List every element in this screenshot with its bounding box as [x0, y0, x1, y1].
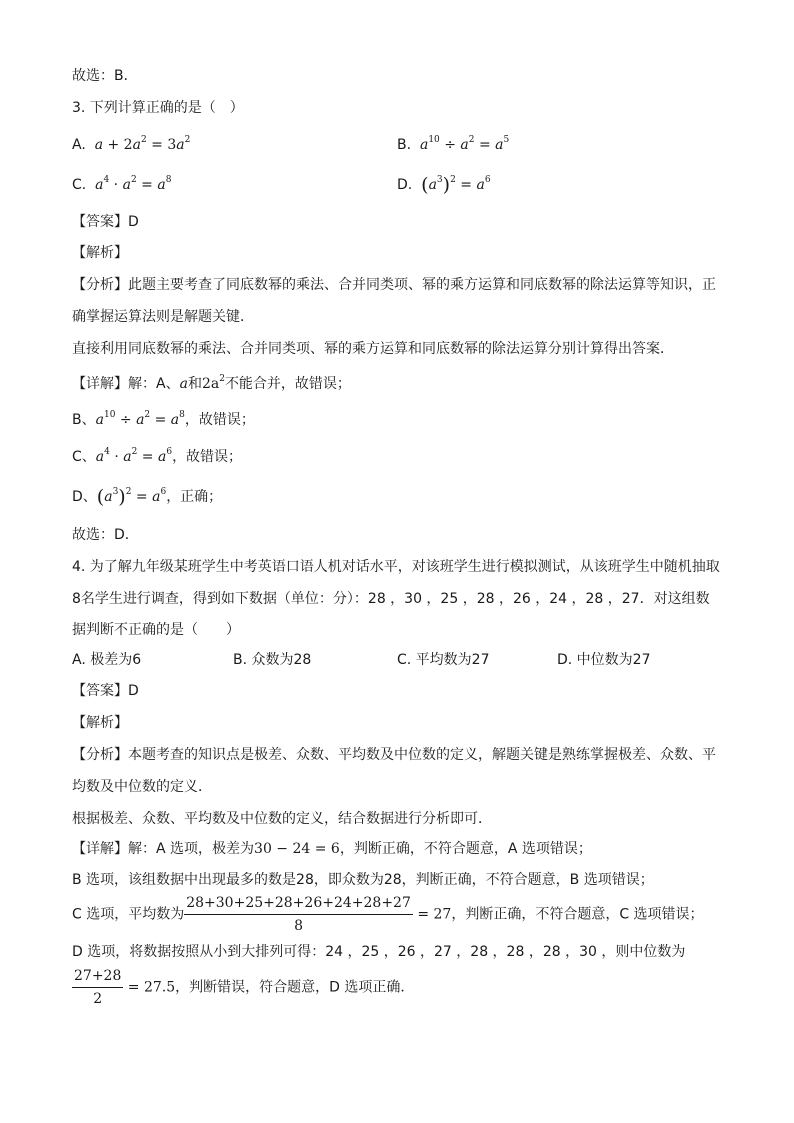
q4-option-b: B. 众数为28	[233, 652, 312, 668]
q4-analysis-heading: 【解析】	[72, 715, 128, 731]
q4-option-a: A. 极差为6	[72, 652, 142, 668]
q4-answer: 【答案】D	[72, 683, 139, 699]
q4-analysis-line-2: 均数及中位数的定义．	[72, 779, 212, 795]
q4-analysis-line-3: 根据极差、众数、平均数及中位数的定义，结合数据进行分析即可．	[72, 811, 492, 827]
q3-detail-b: B、$a^{10} \div a^2 = a^8$，故错误；	[72, 410, 255, 428]
q3-option-b: B. $a^{10} \div a^2 = a^5$	[397, 135, 510, 153]
q4-detail-d-line-1: D 选项，将数据按照从小到大排列可得：24 ，25 ，26 ，27 ，28 ，28 ，28 ，30 ，则中位数为	[72, 944, 686, 960]
q3-option-c: C. $a^4 \cdot a^2 = a^8$	[72, 175, 172, 193]
q3-option-d: D. $(a^3)^2 = a^6$	[397, 174, 491, 196]
q3-answer: 【答案】D	[72, 214, 139, 230]
q4-option-d: D. 中位数为27	[557, 652, 651, 668]
q3-analysis-heading: 【解析】	[72, 245, 128, 261]
q3-analysis-line-3: 直接利用同底数幂的乘法、合并同类项、幂的乘方运算和同底数幂的除法运算分别计算得出答案．	[72, 341, 674, 357]
q2-conclusion: 故选：B．	[72, 68, 138, 84]
q3-detail-a: 【详解】解：A、a和$2a^2$不能合并，故错误；	[72, 374, 351, 392]
q3-stem: 3. 下列计算正确的是（ ）	[72, 100, 244, 116]
mean-fraction: $\frac{28+30+25+28+26+24+28+27}{8}$	[186, 895, 411, 934]
q3-analysis-line-2: 确掌握运算法则是解题关键．	[72, 309, 254, 325]
q4-detail-a: 【详解】解：A 选项，极差为30 − 24 = 6，判断正确，不符合题意，A 选项错误；	[72, 841, 592, 857]
q4-detail-d-line-2: $\frac{27+28}{2}$ = 27.5，判断错误，符合题意，D 选项正确．	[74, 968, 415, 1007]
q4-analysis-line-1: 【分析】本题考查的知识点是极差、众数、平均数及中位数的定义，解题关键是熟练掌握极差、众数、平	[72, 747, 716, 763]
q3-detail-d: D、$(a^3)^2 = a^6$，正确；	[72, 486, 223, 508]
q4-stem-line-1: 4. 为了解九年级某班学生中考英语口语人机对话水平，对该班学生进行模拟测试，从该班学生中随机抽取	[72, 559, 720, 575]
q4-detail-b: B 选项，该组数据中出现最多的数是28，即众数为28，判断正确，不符合题意，B 选项错误；	[72, 872, 654, 888]
q3-analysis-line-1: 【分析】此题主要考查了同底数幂的乘法、合并同类项、幂的乘方运算和同底数幂的除法运算等知识，正	[72, 277, 716, 293]
q3-option-a: A. $a + 2a^2 = 3a^2$	[72, 135, 191, 153]
q4-stem-line-3: 据判断不正确的是（ ）	[72, 622, 240, 638]
q4-stem-line-2: 8名学生进行调查，得到如下数据（单位：分）：28 ，30 ，25 ，28 ，26 ，24 ，28 ，27．对这组数	[72, 591, 710, 607]
q3-conclusion: 故选：D．	[72, 527, 139, 543]
q4-option-c: C. 平均数为27	[397, 652, 490, 668]
q3-detail-c: C、$a^4 \cdot a^2 = a^6$，故错误；	[72, 447, 243, 465]
median-fraction: $\frac{27+28}{2}$	[74, 968, 122, 1007]
q4-detail-c: C 选项，平均数为 $\frac{28+30+25+28+26+24+28+27}{8}$ = 27，判断正确，不符合题意，C 选项错误；	[72, 895, 704, 934]
